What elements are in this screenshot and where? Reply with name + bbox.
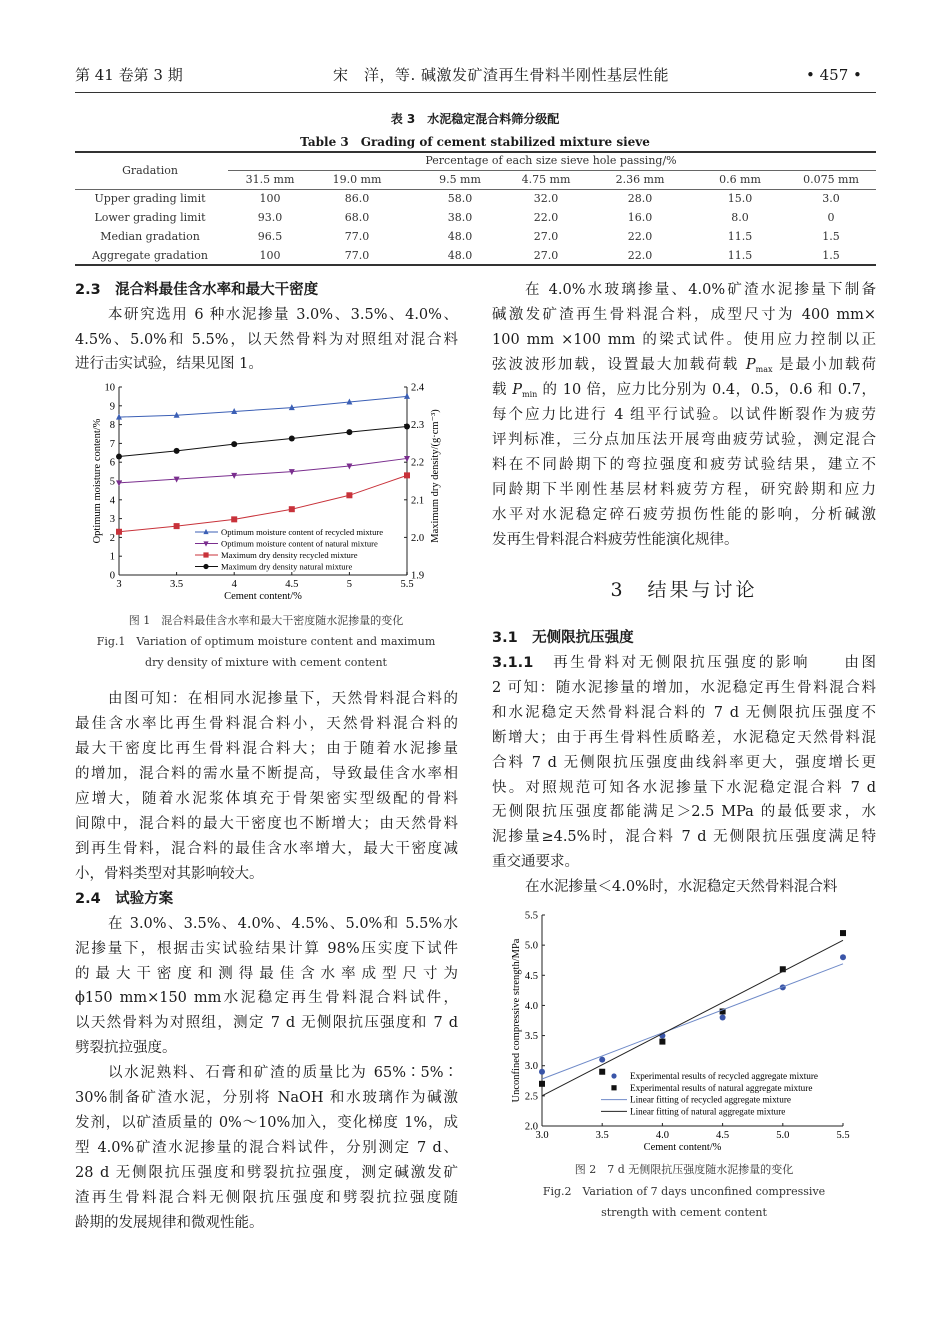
text-line: 最佳含水率比再生骨料混合料小，天然骨料混合料的 bbox=[75, 716, 458, 732]
text-line: 料在不同龄期下的弯拉强度和疲劳试验结果，建立不 bbox=[492, 457, 876, 473]
table-cell: 27.0 bbox=[533, 249, 559, 262]
journal-issue: 第 41 卷第 3 期 bbox=[75, 66, 183, 84]
legend-label: Optimum moisture content of recycled mixture bbox=[221, 527, 384, 537]
text-line: 以水泥熟料、石膏和矿渣的质量比为 65%∶5%∶ bbox=[108, 1065, 458, 1081]
row-label: Lower grading limit bbox=[94, 211, 206, 224]
y-tick-label: 4 bbox=[109, 495, 115, 507]
y-axis-label: Unconfined compressive strength/MPa bbox=[511, 938, 522, 1103]
text-line: 28 d 无侧限抗压强度和劈裂抗拉强度，测定碱激发矿 bbox=[75, 1165, 458, 1181]
series-0 bbox=[116, 393, 410, 420]
x-tick-label: 4.5 bbox=[285, 579, 299, 590]
figure-caption: dry density of mixture with cement content bbox=[145, 656, 387, 669]
text-segment: 的 10 倍，应力比分别为 0.4，0.5，0.6 和 0.7， bbox=[537, 382, 877, 398]
text-segment: 再生骨料对无侧限抗压强度的影响 由图 bbox=[533, 655, 876, 671]
row-label: Median gradation bbox=[100, 230, 200, 243]
figure-caption: Fig.1 Variation of optimum moisture content and maximum bbox=[96, 635, 436, 648]
table-caption-en: Table 3 Grading of cement stabilized mixture sieve bbox=[300, 135, 650, 149]
text-line: 的增加，混合料的需水量不断提高，导致最佳含水率相 bbox=[75, 766, 458, 782]
legend-label: Optimum moisture content of natural mixture bbox=[221, 538, 378, 549]
data-point bbox=[611, 1073, 616, 1078]
table-cell: 32.0 bbox=[533, 192, 559, 205]
x-tick-label: 3.5 bbox=[595, 1130, 609, 1141]
y-right-tick-label: 2.3 bbox=[411, 420, 425, 432]
text-segment: P bbox=[512, 382, 523, 398]
data-point bbox=[289, 506, 295, 512]
x-tick-label: 4 bbox=[231, 579, 237, 590]
y-right-tick-label: 2.4 bbox=[411, 382, 425, 394]
text-line: 在 3.0%、3.5%、4.0%、4.5%、5.0%和 5.5%水 bbox=[108, 916, 458, 932]
text-segment: 是最小加载荷 bbox=[772, 357, 877, 373]
data-point bbox=[174, 448, 180, 454]
table-cell: 11.5 bbox=[727, 230, 753, 243]
data-point bbox=[599, 1069, 605, 1075]
text-line: 发剂，以矿渣质量的 0%～10%加入，变化梯度 1%，成 bbox=[75, 1115, 458, 1131]
y-axis-label: Optimum moisture content/% bbox=[92, 418, 103, 544]
row-label: Aggregate gradation bbox=[92, 249, 208, 262]
x-axis-label: Cement content/% bbox=[643, 1142, 722, 1153]
y-right-tick-label: 1.9 bbox=[411, 570, 425, 582]
text-line: ϕ150 mm×150 mm水泥稳定再生骨料混合料试件， bbox=[75, 990, 458, 1007]
table-cell: 77.0 bbox=[344, 230, 370, 243]
x-axis-label: Cement content/% bbox=[224, 591, 302, 602]
figure-1 bbox=[92, 383, 441, 603]
table-cell: 16.0 bbox=[627, 211, 653, 224]
table-cell: 48.0 bbox=[447, 230, 473, 243]
text-line: 合料 7 d 无侧限抗压强度曲线斜率更大，强度增长更 bbox=[492, 754, 876, 771]
y-right-tick-label: 2.2 bbox=[411, 457, 425, 469]
legend-label: Linear fitting of recycled aggregate mixture bbox=[630, 1094, 791, 1105]
series-2 bbox=[542, 964, 843, 1079]
data-point bbox=[116, 529, 122, 535]
table-cell: 22.0 bbox=[627, 249, 653, 262]
table-cell: 22.0 bbox=[533, 211, 559, 224]
column-header: 9.5 mm bbox=[439, 173, 481, 186]
table-cell: 8.0 bbox=[731, 211, 749, 224]
table-cell: 27.0 bbox=[533, 230, 559, 243]
y-tick-label: 5.5 bbox=[524, 910, 538, 922]
y-right-tick-label: 2.0 bbox=[411, 532, 425, 544]
data-point bbox=[539, 1081, 545, 1087]
text-line: 泥掺量≥4.5%时，混合料 7 d 无侧限抗压强度满足特 bbox=[492, 829, 876, 846]
table-cell: 15.0 bbox=[727, 192, 753, 205]
legend-label: Maximum dry density natural mixture bbox=[221, 561, 353, 572]
x-tick-label: 5 bbox=[346, 579, 353, 590]
data-point bbox=[346, 492, 352, 498]
text-segment: max bbox=[755, 365, 773, 374]
y-tick-label: 8 bbox=[109, 420, 115, 432]
text-line: 水平对水泥稳定碎石疲劳损伤性能的影响，分析碱激 bbox=[492, 507, 876, 523]
table-row-header: Gradation bbox=[122, 164, 178, 177]
data-point bbox=[174, 523, 180, 529]
data-point bbox=[404, 393, 410, 399]
column-header: 0.075 mm bbox=[803, 173, 859, 186]
series-line bbox=[119, 458, 407, 482]
text-segment: 弦波波形加载，设置最大加载荷载 bbox=[492, 357, 746, 373]
legend-label: Experimental results of recycled aggregate mixture bbox=[630, 1071, 819, 1081]
section-heading: 2.3 混合料最佳含水率和最大干密度 bbox=[75, 282, 319, 298]
table-cell: 96.5 bbox=[257, 230, 283, 243]
y-tick-label: 4.0 bbox=[524, 1000, 538, 1012]
y-tick-label: 3.0 bbox=[524, 1061, 538, 1073]
x-tick-label: 3.0 bbox=[535, 1130, 549, 1141]
text-segment: 3.1.1 bbox=[492, 655, 534, 671]
text-line: 和水泥稳定天然骨料混合料的 7 d 无侧限抗压强度不 bbox=[492, 704, 876, 721]
y-tick-label: 5.0 bbox=[524, 940, 538, 952]
table-cell: 93.0 bbox=[257, 211, 283, 224]
column-header: 2.36 mm bbox=[615, 173, 665, 186]
text-segment: 载 bbox=[492, 382, 513, 398]
text-line: 由图可知：在相同水泥掺量下，天然骨料混合料的 bbox=[108, 691, 458, 707]
x-tick-label: 4.0 bbox=[655, 1130, 669, 1141]
y-tick-label: 1 bbox=[109, 551, 115, 563]
table-cell: 22.0 bbox=[627, 230, 653, 243]
page-number: • 457 • bbox=[806, 66, 862, 84]
text-line: 评判标准，三分点加压法开展弯曲疲劳试验，测定混合 bbox=[492, 432, 876, 448]
table-cell: 68.0 bbox=[344, 211, 370, 224]
text-line: 无侧限抗压强度都能满足＞2.5 MPa 的最低要求，水 bbox=[492, 804, 876, 821]
row-label: Upper grading limit bbox=[94, 192, 206, 205]
y-tick-label: 0 bbox=[109, 570, 115, 582]
text-line: 同龄期下半刚性基层材料疲劳方程，研究龄期和应力 bbox=[492, 482, 876, 498]
text-line: 间隙中，混合料的最大干密度也不断增大；由天然骨料 bbox=[75, 816, 458, 832]
y-tick-label: 2.5 bbox=[524, 1091, 538, 1103]
section-heading: 2.4 试验方案 bbox=[75, 891, 174, 907]
x-tick-label: 3.5 bbox=[170, 579, 184, 590]
text-line: 2 可知：随水泥掺量的增加，水泥稳定再生骨料混合料 bbox=[492, 679, 876, 696]
table-cell: 100 bbox=[259, 192, 281, 205]
y-right-axis-label: Maximum dry density/(g·cm⁻³) bbox=[430, 409, 441, 543]
series-0 bbox=[539, 954, 846, 1075]
x-tick-label: 5.0 bbox=[776, 1130, 790, 1141]
figure-2 bbox=[511, 911, 850, 1154]
y-tick-label: 9 bbox=[109, 401, 115, 413]
text-line: 4.5%、5.0%和 5.5%，以天然骨料为对照组对混合料 bbox=[75, 331, 458, 348]
data-point bbox=[659, 1039, 665, 1045]
table-cell: 11.5 bbox=[727, 249, 753, 262]
data-point bbox=[346, 429, 352, 435]
text-line: 以天然骨料为对照组，测定 7 d 无侧限抗压强度和 7 d bbox=[75, 1015, 458, 1032]
table-cell: 3.0 bbox=[822, 192, 840, 205]
y-tick-label: 6 bbox=[109, 457, 115, 469]
data-point bbox=[231, 441, 237, 447]
series-3 bbox=[116, 423, 410, 459]
table-cell: 77.0 bbox=[344, 249, 370, 262]
table-cell: 1.5 bbox=[822, 230, 840, 243]
data-point bbox=[404, 423, 410, 429]
series-1 bbox=[116, 456, 410, 486]
y-tick-label: 10 bbox=[104, 382, 115, 394]
data-point bbox=[599, 1057, 605, 1063]
section-heading: 3.1 无侧限抗压强度 bbox=[492, 630, 634, 646]
series-line bbox=[119, 426, 407, 456]
text-line: 型 4.0%矿渣水泥掺量的混合料试件，分别测定 7 d、 bbox=[75, 1140, 458, 1156]
text-line: 在 4.0%水玻璃掺量、4.0%矿渣水泥掺量下制备 bbox=[525, 282, 876, 298]
text-line: 进行击实试验，结果见图 1。 bbox=[75, 356, 263, 372]
table-cell: 48.0 bbox=[447, 249, 473, 262]
text-line: 30%制备矿渣水泥，分别将 NaOH 和水玻璃作为碱激 bbox=[75, 1090, 458, 1106]
section-heading: 3 结果与讨论 bbox=[610, 579, 758, 601]
text-line: 劈裂抗拉强度。 bbox=[75, 1040, 177, 1056]
running-title: 宋 洋，等. 碱激发矿渣再生骨料半刚性基层性能 bbox=[333, 66, 670, 84]
text-line: 渣再生骨料混合料无侧限抗压强度和劈裂抗拉强度随 bbox=[75, 1190, 458, 1206]
legend-label: Experimental results of natural aggregate mixture bbox=[630, 1082, 813, 1093]
data-point bbox=[203, 564, 208, 569]
data-point bbox=[203, 552, 208, 557]
data-point bbox=[720, 1014, 726, 1020]
text-line: 最大干密度比再生骨料混合料大；由于随着水泥掺量 bbox=[75, 741, 458, 757]
text-line: 应增大，随着水泥浆体填充于骨架密实型级配的骨料 bbox=[75, 791, 458, 807]
y-tick-label: 5 bbox=[109, 476, 115, 488]
column-header: 4.75 mm bbox=[521, 173, 571, 186]
fit-line bbox=[542, 964, 843, 1079]
text-line: 在水泥掺量＜4.0%时，水泥稳定天然骨料混合料 bbox=[525, 879, 838, 895]
text-line: 快。对照规范可知各水泥掺量下水泥稳定混合料 7 d bbox=[492, 779, 876, 796]
data-point bbox=[840, 954, 846, 960]
text-line: 发再生骨料混合料疲劳性能演化规律。 bbox=[492, 532, 739, 548]
y-right-tick-label: 2.1 bbox=[411, 495, 425, 507]
legend-label: Maximum dry density recycled mixture bbox=[221, 550, 358, 560]
text-line: 的最大干密度和测得最佳含水率成型尺寸为 bbox=[75, 965, 458, 982]
data-point bbox=[231, 516, 237, 522]
data-point bbox=[404, 472, 410, 478]
text-segment: P bbox=[745, 357, 756, 373]
table-cell: 58.0 bbox=[447, 192, 473, 205]
figure-caption: strength with cement content bbox=[601, 1206, 767, 1219]
data-point bbox=[840, 930, 846, 936]
y-tick-label: 4.5 bbox=[524, 970, 538, 982]
y-tick-label: 3.5 bbox=[524, 1031, 538, 1043]
text-line: 本研究选用 6 种水泥掺量 3.0%、3.5%、4.0%、 bbox=[108, 307, 458, 323]
table-group-header: Percentage of each size sieve hole passing/% bbox=[425, 154, 677, 167]
table-caption-cn: 表 3 水泥稳定混合料筛分级配 bbox=[390, 112, 560, 126]
y-tick-label: 2 bbox=[109, 532, 115, 544]
series-line bbox=[119, 475, 407, 531]
series-2 bbox=[116, 472, 410, 534]
table-cell: 100 bbox=[259, 249, 281, 262]
table-cell: 86.0 bbox=[344, 192, 370, 205]
text-line: 重交通要求。 bbox=[492, 854, 579, 871]
series-1 bbox=[539, 930, 846, 1087]
table-cell: 28.0 bbox=[627, 192, 653, 205]
table-cell: 1.5 bbox=[822, 249, 840, 262]
x-tick-label: 5.5 bbox=[836, 1130, 850, 1141]
text-line: 小，骨料类型对其影响较大。 bbox=[75, 866, 264, 882]
figure-caption: Fig.2 Variation of 7 days unconfined compressive bbox=[542, 1185, 826, 1198]
text-line: 龄期的发展规律和微观性能。 bbox=[75, 1215, 264, 1231]
text-line: 每个应力比进行 4 组平行试验。以试件断裂作为疲劳 bbox=[492, 407, 876, 423]
column-header: 19.0 mm bbox=[332, 173, 382, 186]
text-line: 断增大；由于再生骨料性质略差，水泥稳定天然骨料混 bbox=[492, 729, 876, 746]
text-line: 到再生骨料，混合料的最佳含水率增大，最大干密度减 bbox=[75, 841, 458, 857]
text-line: 碱激发矿渣再生骨料混合料，成型尺寸为 400 mm× bbox=[492, 307, 876, 323]
legend-label: Linear fitting of natural aggregate mixture bbox=[630, 1106, 786, 1117]
table-cell: 0 bbox=[827, 211, 835, 224]
x-tick-label: 4.5 bbox=[716, 1130, 730, 1141]
series-line bbox=[119, 396, 407, 417]
data-point bbox=[539, 1069, 545, 1075]
table-cell: 38.0 bbox=[447, 211, 473, 224]
text-line: 泥掺量下，根据击实试验结果计算 98%压实度下试件 bbox=[75, 940, 458, 957]
column-header: 31.5 mm bbox=[245, 173, 295, 186]
data-point bbox=[289, 436, 295, 442]
text-line: 100 mm ×100 mm 的梁式试件。使用应力控制以正 bbox=[492, 332, 876, 348]
data-point bbox=[611, 1085, 616, 1090]
data-point bbox=[116, 454, 122, 460]
figure-caption: 图 2 7 d 无侧限抗压强度随水泥掺量的变化 bbox=[574, 1163, 794, 1176]
figure-caption: 图 1 混合料最佳含水率和最大干密度随水泥掺量的变化 bbox=[128, 614, 404, 627]
text-segment: min bbox=[522, 390, 538, 399]
x-tick-label: 3 bbox=[116, 579, 122, 590]
y-tick-label: 2.0 bbox=[524, 1121, 538, 1133]
column-header: 0.6 mm bbox=[719, 173, 761, 186]
x-tick-label: 5.5 bbox=[400, 579, 414, 590]
y-tick-label: 7 bbox=[109, 438, 115, 450]
y-tick-label: 3 bbox=[109, 514, 115, 526]
data-point bbox=[116, 480, 122, 486]
